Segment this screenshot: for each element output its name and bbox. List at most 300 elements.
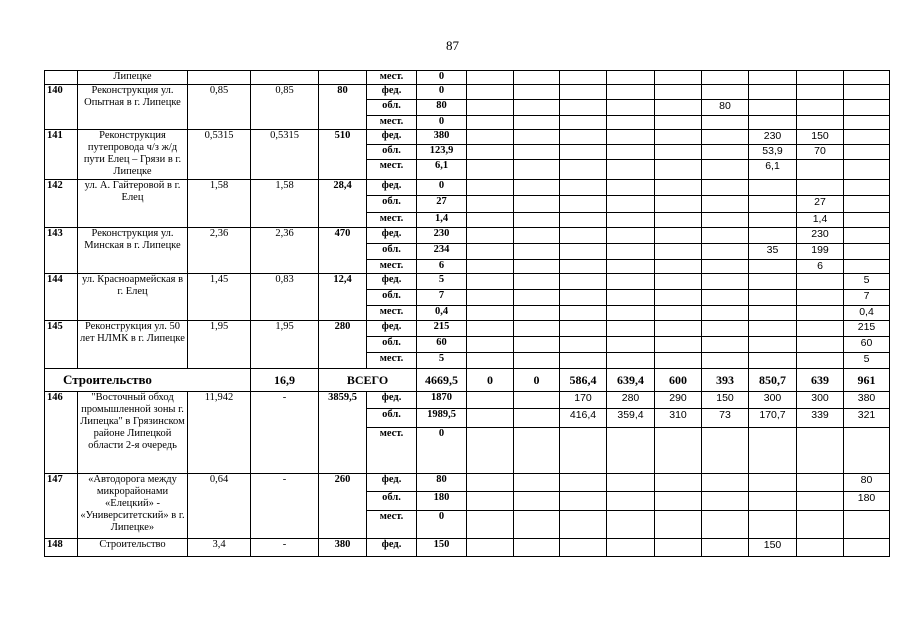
year-value — [844, 160, 890, 180]
cost-total: 28,4 — [319, 180, 367, 228]
year-value — [607, 180, 655, 196]
year-value — [607, 244, 655, 260]
budget-level: фед. — [367, 85, 417, 100]
year-value — [655, 306, 702, 321]
year-value — [749, 474, 797, 492]
year-value — [514, 337, 560, 353]
cost-total: 3859,5 — [319, 392, 367, 474]
year-value — [467, 274, 514, 290]
year-value — [514, 228, 560, 244]
object-name: ул. Красноармейская в г. Елец — [78, 274, 188, 321]
year-value — [467, 392, 514, 409]
length-total: 11,942 — [188, 392, 251, 474]
budget-table — [44, 70, 890, 557]
budget-level: обл. — [367, 100, 417, 116]
budget-level: мест. — [367, 511, 417, 539]
year-value — [607, 274, 655, 290]
year-value — [467, 321, 514, 337]
length-total: 0,64 — [188, 474, 251, 539]
year-value — [560, 306, 607, 321]
budget-level: фед. — [367, 130, 417, 145]
year-value — [514, 213, 560, 228]
year-value — [467, 180, 514, 196]
year-value — [467, 511, 514, 539]
year-value: 180 — [844, 492, 890, 511]
year-value: 27 — [797, 196, 844, 213]
cost-total: 510 — [319, 130, 367, 180]
year-value: 150 — [797, 130, 844, 145]
length-stage: - — [251, 474, 319, 539]
year-value — [560, 353, 607, 369]
year-value — [514, 274, 560, 290]
year-value: 230 — [749, 130, 797, 145]
row-number: 140 — [45, 85, 78, 130]
year-value — [655, 100, 702, 116]
year-value — [749, 428, 797, 474]
level-total: 7 — [417, 290, 467, 306]
year-value — [607, 196, 655, 213]
summary-length: 16,9 — [251, 369, 319, 392]
year-value — [749, 274, 797, 290]
year-value — [702, 85, 749, 100]
level-total: 60 — [417, 337, 467, 353]
length-stage — [251, 71, 319, 85]
summary-year-value: 0 — [467, 369, 514, 392]
year-value — [749, 180, 797, 196]
year-value — [514, 353, 560, 369]
year-value — [655, 511, 702, 539]
year-value — [702, 116, 749, 130]
level-total: 6 — [417, 260, 467, 274]
year-value — [467, 260, 514, 274]
table-row — [45, 321, 890, 337]
year-value — [514, 290, 560, 306]
year-value — [514, 306, 560, 321]
level-total: 0,4 — [417, 306, 467, 321]
year-value — [467, 428, 514, 474]
year-value — [844, 539, 890, 557]
year-value — [514, 116, 560, 130]
year-value — [702, 290, 749, 306]
table-row — [45, 71, 890, 85]
year-value — [655, 428, 702, 474]
year-value — [514, 321, 560, 337]
year-value: 80 — [844, 474, 890, 492]
year-value — [467, 85, 514, 100]
length-total: 1,58 — [188, 180, 251, 228]
year-value — [749, 213, 797, 228]
year-value — [797, 100, 844, 116]
year-value — [467, 353, 514, 369]
year-value — [514, 100, 560, 116]
year-value — [844, 180, 890, 196]
year-value — [607, 539, 655, 557]
year-value — [749, 306, 797, 321]
row-number: 144 — [45, 274, 78, 321]
length-stage: - — [251, 392, 319, 474]
object-name: Строительство — [78, 539, 188, 557]
level-total: 6,1 — [417, 160, 467, 180]
year-value — [702, 492, 749, 511]
budget-level: мест. — [367, 71, 417, 85]
level-total: 5 — [417, 353, 467, 369]
length-total — [188, 71, 251, 85]
year-value — [749, 71, 797, 85]
year-value: 6 — [797, 260, 844, 274]
year-value — [797, 539, 844, 557]
year-value — [749, 100, 797, 116]
year-value — [607, 160, 655, 180]
year-value: 53,9 — [749, 145, 797, 160]
year-value — [702, 428, 749, 474]
summary-year-value: 393 — [702, 369, 749, 392]
year-value: 60 — [844, 337, 890, 353]
year-value — [702, 213, 749, 228]
table-row — [45, 130, 890, 145]
year-value — [797, 474, 844, 492]
year-value — [655, 213, 702, 228]
length-stage: 1,58 — [251, 180, 319, 228]
row-number — [45, 71, 78, 85]
year-value — [514, 85, 560, 100]
section-title: Строительство — [45, 369, 251, 392]
year-value — [844, 71, 890, 85]
year-value: 5 — [844, 274, 890, 290]
object-name: «Автодорога между микрорайонами «Елецкий» - «Университетский» в г. Липецке» — [78, 474, 188, 539]
year-value — [607, 116, 655, 130]
year-value: 300 — [749, 392, 797, 409]
year-value — [749, 511, 797, 539]
year-value: 230 — [797, 228, 844, 244]
year-value: 1,4 — [797, 213, 844, 228]
summary-label: ВСЕГО — [319, 369, 417, 392]
row-number: 146 — [45, 392, 78, 474]
row-number: 141 — [45, 130, 78, 180]
budget-level: обл. — [367, 196, 417, 213]
level-total: 0 — [417, 116, 467, 130]
year-value — [514, 180, 560, 196]
year-value: 199 — [797, 244, 844, 260]
row-number: 145 — [45, 321, 78, 369]
year-value — [844, 130, 890, 145]
budget-level: фед. — [367, 474, 417, 492]
year-value — [655, 71, 702, 85]
table-row — [45, 85, 890, 100]
year-value — [560, 196, 607, 213]
year-value — [797, 116, 844, 130]
year-value — [844, 228, 890, 244]
year-value — [467, 337, 514, 353]
year-value: 7 — [844, 290, 890, 306]
year-value — [702, 228, 749, 244]
level-total: 380 — [417, 130, 467, 145]
year-value — [749, 85, 797, 100]
year-value — [797, 274, 844, 290]
length-stage: 2,36 — [251, 228, 319, 274]
year-value — [607, 145, 655, 160]
table-row — [45, 274, 890, 290]
year-value — [514, 145, 560, 160]
budget-level: фед. — [367, 321, 417, 337]
row-number: 142 — [45, 180, 78, 228]
table-row — [45, 539, 890, 557]
summary-year-value: 639 — [797, 369, 844, 392]
summary-year-value: 0 — [514, 369, 560, 392]
year-value: 6,1 — [749, 160, 797, 180]
year-value — [560, 511, 607, 539]
year-value: 150 — [749, 539, 797, 557]
year-value — [607, 260, 655, 274]
table-row — [45, 392, 890, 409]
year-value — [467, 474, 514, 492]
year-value — [607, 228, 655, 244]
year-value — [560, 290, 607, 306]
year-value — [607, 71, 655, 85]
table-row — [45, 180, 890, 196]
year-value — [467, 539, 514, 557]
year-value — [797, 306, 844, 321]
year-value — [702, 145, 749, 160]
budget-level: обл. — [367, 337, 417, 353]
cost-total: 470 — [319, 228, 367, 274]
year-value — [607, 100, 655, 116]
level-total: 150 — [417, 539, 467, 557]
year-value — [844, 145, 890, 160]
year-value — [467, 71, 514, 85]
cost-total: 12,4 — [319, 274, 367, 321]
object-name: Реконструкция ул. Минская в г. Липецке — [78, 228, 188, 274]
level-total: 5 — [417, 274, 467, 290]
year-value — [749, 492, 797, 511]
year-value: 5 — [844, 353, 890, 369]
year-value — [702, 474, 749, 492]
year-value: 380 — [844, 392, 890, 409]
level-total: 0 — [417, 85, 467, 100]
budget-level: фед. — [367, 539, 417, 557]
year-value: 339 — [797, 409, 844, 428]
year-value — [797, 290, 844, 306]
year-value — [655, 116, 702, 130]
year-value — [702, 511, 749, 539]
year-value — [702, 353, 749, 369]
year-value — [607, 290, 655, 306]
level-total: 1,4 — [417, 213, 467, 228]
year-value: 321 — [844, 409, 890, 428]
object-name: Липецке — [78, 71, 188, 85]
year-value — [467, 196, 514, 213]
year-value: 73 — [702, 409, 749, 428]
year-value: 170 — [560, 392, 607, 409]
year-value — [655, 130, 702, 145]
length-total: 2,36 — [188, 228, 251, 274]
year-value: 290 — [655, 392, 702, 409]
level-total: 80 — [417, 474, 467, 492]
year-value — [844, 100, 890, 116]
year-value — [844, 244, 890, 260]
summary-year-value: 961 — [844, 369, 890, 392]
year-value — [560, 474, 607, 492]
year-value — [702, 196, 749, 213]
year-value — [467, 116, 514, 130]
year-value — [702, 321, 749, 337]
year-value — [702, 274, 749, 290]
year-value — [655, 180, 702, 196]
year-value — [749, 353, 797, 369]
level-total: 215 — [417, 321, 467, 337]
year-value — [560, 337, 607, 353]
cost-total — [319, 71, 367, 85]
year-value — [655, 145, 702, 160]
year-value — [467, 228, 514, 244]
year-value — [655, 274, 702, 290]
year-value: 80 — [702, 100, 749, 116]
row-number: 147 — [45, 474, 78, 539]
year-value — [844, 196, 890, 213]
year-value — [702, 260, 749, 274]
row-number: 143 — [45, 228, 78, 274]
cost-total: 80 — [319, 85, 367, 130]
year-value: 215 — [844, 321, 890, 337]
year-value — [514, 492, 560, 511]
year-value — [514, 196, 560, 213]
year-value: 70 — [797, 145, 844, 160]
year-value — [797, 160, 844, 180]
year-value — [702, 244, 749, 260]
year-value — [797, 511, 844, 539]
year-value — [844, 511, 890, 539]
length-stage: - — [251, 539, 319, 557]
level-total: 1870 — [417, 392, 467, 409]
budget-level: мест. — [367, 306, 417, 321]
year-value: 280 — [607, 392, 655, 409]
year-value — [844, 85, 890, 100]
year-value: 300 — [797, 392, 844, 409]
year-value — [702, 130, 749, 145]
year-value — [560, 180, 607, 196]
year-value — [797, 353, 844, 369]
year-value — [467, 100, 514, 116]
year-value — [702, 160, 749, 180]
year-value — [655, 290, 702, 306]
year-value — [467, 306, 514, 321]
cost-total: 260 — [319, 474, 367, 539]
length-total: 0,5315 — [188, 130, 251, 180]
object-name: Реконструкция ул. 50 лет НЛМК в г. Липецке — [78, 321, 188, 369]
budget-level: мест. — [367, 353, 417, 369]
length-stage: 0,5315 — [251, 130, 319, 180]
table-row — [45, 228, 890, 244]
summary-year-value: 600 — [655, 369, 702, 392]
year-value — [560, 260, 607, 274]
year-value — [560, 228, 607, 244]
level-total: 180 — [417, 492, 467, 511]
year-value — [702, 337, 749, 353]
year-value — [467, 213, 514, 228]
year-value — [797, 321, 844, 337]
year-value — [607, 85, 655, 100]
summary-row — [45, 369, 890, 392]
level-total: 0 — [417, 511, 467, 539]
year-value — [467, 290, 514, 306]
year-value — [702, 306, 749, 321]
year-value — [560, 100, 607, 116]
year-value — [655, 260, 702, 274]
year-value — [560, 130, 607, 145]
level-total: 123,9 — [417, 145, 467, 160]
year-value — [655, 85, 702, 100]
year-value — [560, 116, 607, 130]
year-value — [607, 428, 655, 474]
year-value — [749, 321, 797, 337]
year-value — [560, 160, 607, 180]
year-value — [844, 260, 890, 274]
year-value — [655, 539, 702, 557]
year-value: 170,7 — [749, 409, 797, 428]
budget-level: мест. — [367, 213, 417, 228]
year-value — [467, 492, 514, 511]
level-total: 0 — [417, 180, 467, 196]
budget-level: обл. — [367, 409, 417, 428]
year-value — [514, 71, 560, 85]
length-total: 0,85 — [188, 85, 251, 130]
budget-level: мест. — [367, 260, 417, 274]
year-value — [607, 353, 655, 369]
table-body — [45, 71, 890, 557]
row-number: 148 — [45, 539, 78, 557]
budget-level: обл. — [367, 145, 417, 160]
length-stage: 1,95 — [251, 321, 319, 369]
year-value — [514, 474, 560, 492]
year-value — [749, 228, 797, 244]
length-total: 3,4 — [188, 539, 251, 557]
year-value — [655, 196, 702, 213]
year-value — [655, 228, 702, 244]
year-value — [560, 145, 607, 160]
year-value — [607, 337, 655, 353]
page-number: 87 — [446, 38, 459, 53]
year-value — [844, 213, 890, 228]
year-value — [607, 492, 655, 511]
year-value — [607, 130, 655, 145]
budget-level: обл. — [367, 244, 417, 260]
year-value — [607, 321, 655, 337]
budget-level: фед. — [367, 228, 417, 244]
year-value — [560, 492, 607, 511]
object-name: Реконструкция ул. Опытная в г. Липецке — [78, 85, 188, 130]
year-value: 416,4 — [560, 409, 607, 428]
summary-year-value: 639,4 — [607, 369, 655, 392]
year-value: 310 — [655, 409, 702, 428]
year-value — [655, 492, 702, 511]
budget-level: фед. — [367, 392, 417, 409]
budget-level: фед. — [367, 180, 417, 196]
year-value — [560, 71, 607, 85]
year-value — [514, 160, 560, 180]
summary-year-value: 850,7 — [749, 369, 797, 392]
year-value — [749, 116, 797, 130]
length-total: 1,45 — [188, 274, 251, 321]
level-total: 234 — [417, 244, 467, 260]
level-total: 0 — [417, 428, 467, 474]
year-value — [560, 321, 607, 337]
year-value — [749, 337, 797, 353]
year-value — [467, 130, 514, 145]
year-value — [702, 180, 749, 196]
year-value — [655, 160, 702, 180]
level-total: 27 — [417, 196, 467, 213]
year-value — [749, 260, 797, 274]
budget-level: мест. — [367, 160, 417, 180]
